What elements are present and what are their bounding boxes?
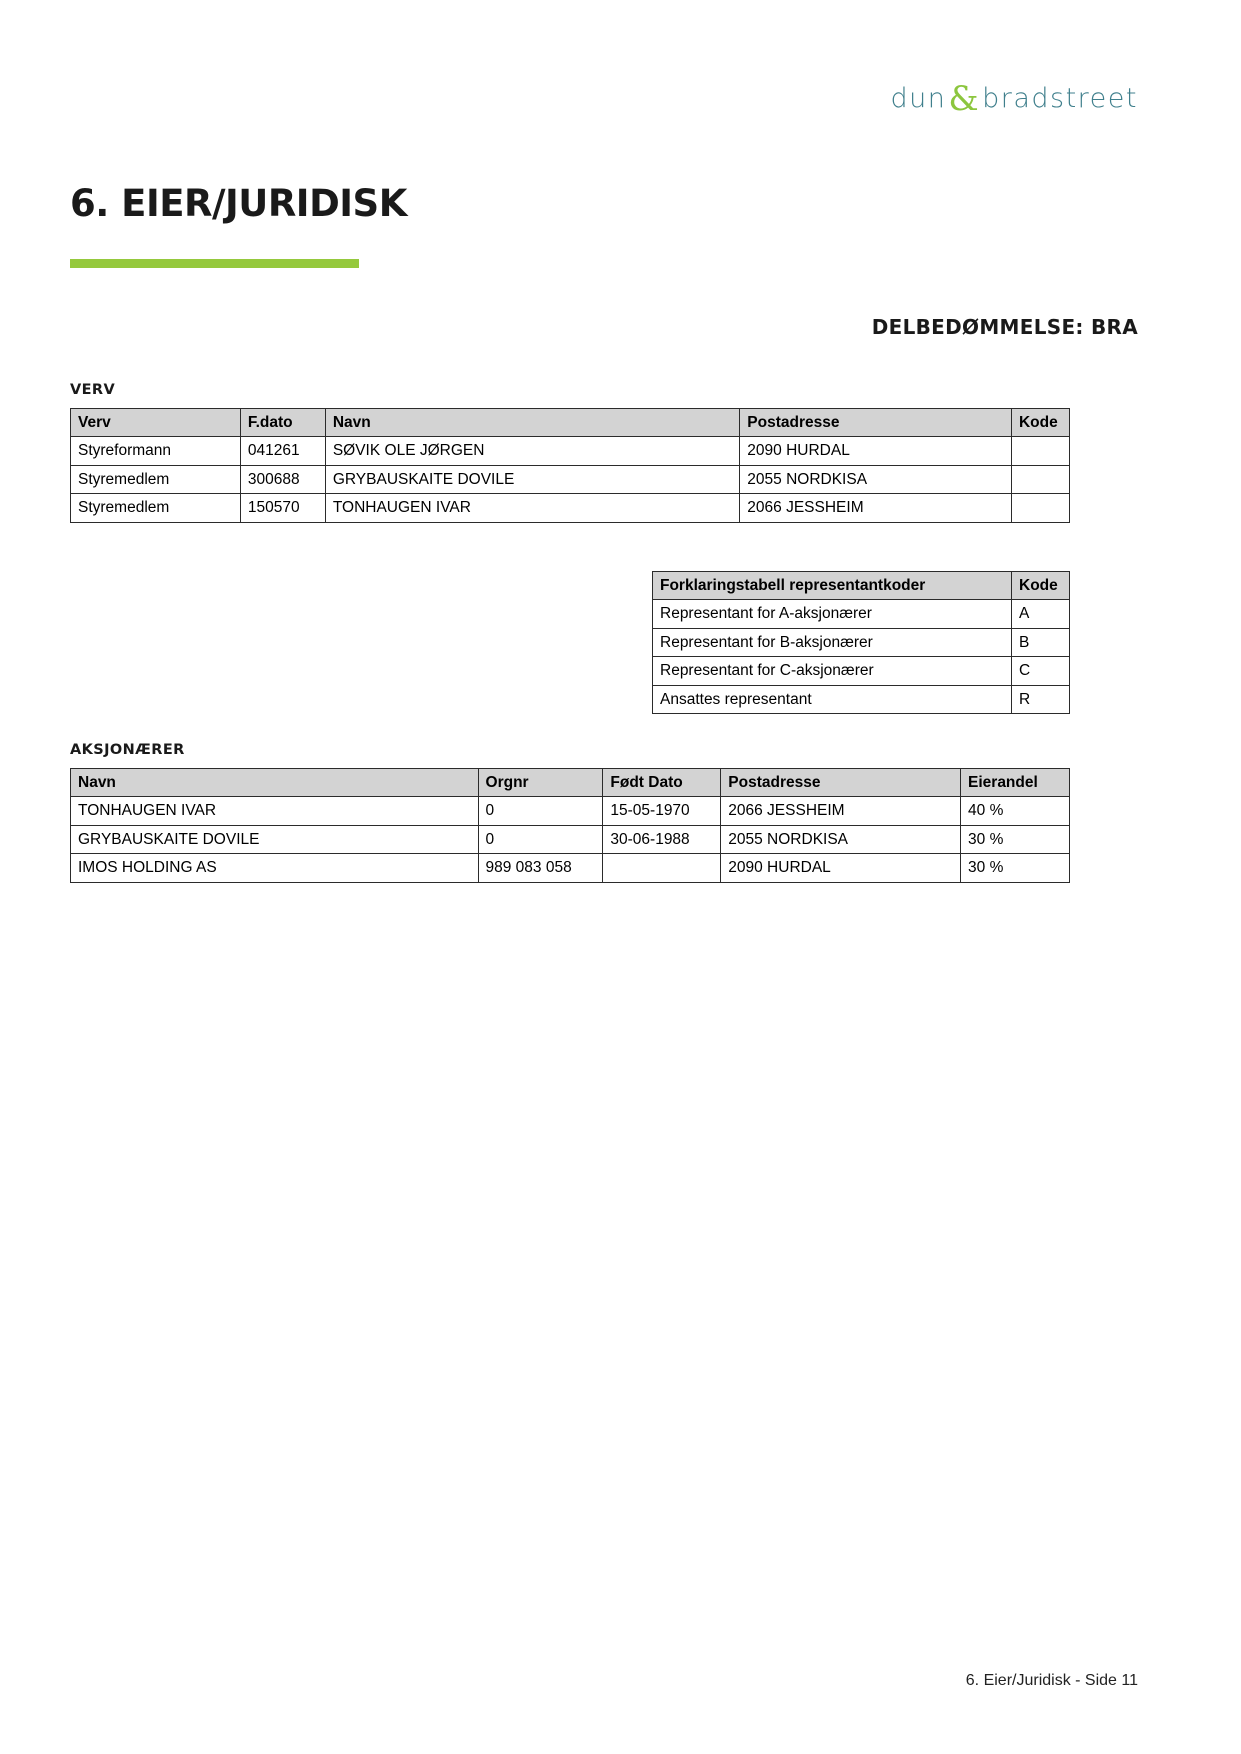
cell-postadresse: 2090 HURDAL	[740, 437, 1012, 465]
table-row	[653, 600, 1070, 628]
column-header-fodt-dato: Født Dato	[603, 769, 721, 797]
column-header-postadresse: Postadresse	[721, 769, 961, 797]
cell-kode: A	[1012, 600, 1070, 628]
table-row	[653, 685, 1070, 713]
table-row	[71, 494, 1070, 522]
section-label-verv: VERV	[70, 382, 116, 398]
cell-kode	[1011, 437, 1069, 465]
cell-kode	[1011, 494, 1069, 522]
cell-fodt-dato: 15-05-1970	[603, 797, 721, 825]
table-row	[653, 657, 1070, 685]
cell-fdato: 041261	[240, 437, 325, 465]
cell-postadresse: 2066 JESSHEIM	[740, 494, 1012, 522]
cell-navn: TONHAUGEN IVAR	[71, 797, 479, 825]
column-header-orgnr: Orgnr	[478, 769, 603, 797]
cell-navn: GRYBAUSKAITE DOVILE	[325, 465, 739, 493]
cell-beskrivelse: Representant for C-aksjonærer	[653, 657, 1012, 685]
dun-bradstreet-logo	[890, 78, 1138, 118]
cell-beskrivelse: Representant for B-aksjonærer	[653, 628, 1012, 656]
page-title: 6. EIER/JURIDISK	[70, 182, 407, 225]
table-row	[71, 825, 1070, 853]
column-header-forklaringstabell: Forklaringstabell representantkoder	[653, 572, 1012, 600]
table-header-row	[653, 572, 1070, 600]
logo-right-text: bradstreet	[982, 82, 1138, 114]
column-header-fdato: F.dato	[240, 409, 325, 437]
cell-fdato: 300688	[240, 465, 325, 493]
title-underline-rule	[70, 259, 359, 268]
cell-postadresse: 2090 HURDAL	[721, 854, 961, 882]
table-row	[653, 628, 1070, 656]
cell-postadresse: 2055 NORDKISA	[721, 825, 961, 853]
column-header-navn: Navn	[325, 409, 739, 437]
subrating-label: DELBEDØMMELSE: BRA	[871, 315, 1138, 339]
representantkoder-table	[652, 571, 1070, 714]
table-row	[71, 797, 1070, 825]
cell-fodt-dato	[603, 854, 721, 882]
column-header-eierandel: Eierandel	[961, 769, 1070, 797]
cell-navn: GRYBAUSKAITE DOVILE	[71, 825, 479, 853]
verv-table	[70, 408, 1070, 523]
section-label-aksjonaerer: AKSJONÆRER	[70, 742, 185, 758]
cell-orgnr: 0	[478, 825, 603, 853]
column-header-navn: Navn	[71, 769, 479, 797]
cell-eierandel: 40 %	[961, 797, 1070, 825]
cell-orgnr: 0	[478, 797, 603, 825]
cell-eierandel: 30 %	[961, 825, 1070, 853]
cell-fodt-dato: 30-06-1988	[603, 825, 721, 853]
cell-navn: TONHAUGEN IVAR	[325, 494, 739, 522]
cell-navn: SØVIK OLE JØRGEN	[325, 437, 739, 465]
column-header-verv: Verv	[71, 409, 241, 437]
cell-kode	[1011, 465, 1069, 493]
cell-beskrivelse: Representant for A-aksjonærer	[653, 600, 1012, 628]
column-header-kode: Kode	[1011, 409, 1069, 437]
table-row	[71, 437, 1070, 465]
cell-orgnr: 989 083 058	[478, 854, 603, 882]
cell-eierandel: 30 %	[961, 854, 1070, 882]
table-header-row	[71, 409, 1070, 437]
cell-verv: Styreformann	[71, 437, 241, 465]
table-row	[71, 465, 1070, 493]
column-header-postadresse: Postadresse	[740, 409, 1012, 437]
table-row	[71, 854, 1070, 882]
logo-left-text: dun	[890, 82, 947, 114]
table-header-row	[71, 769, 1070, 797]
cell-fdato: 150570	[240, 494, 325, 522]
cell-verv: Styremedlem	[71, 494, 241, 522]
cell-navn: IMOS HOLDING AS	[71, 854, 479, 882]
cell-postadresse: 2066 JESSHEIM	[721, 797, 961, 825]
cell-verv: Styremedlem	[71, 465, 241, 493]
cell-kode: B	[1012, 628, 1070, 656]
cell-kode: C	[1012, 657, 1070, 685]
cell-beskrivelse: Ansattes representant	[653, 685, 1012, 713]
ampersand-icon: &	[948, 79, 981, 119]
footer-page-label: 6. Eier/Juridisk - Side 11	[965, 1672, 1138, 1689]
aksjonaerer-table	[70, 768, 1070, 883]
column-header-kode: Kode	[1012, 572, 1070, 600]
cell-kode: R	[1012, 685, 1070, 713]
cell-postadresse: 2055 NORDKISA	[740, 465, 1012, 493]
